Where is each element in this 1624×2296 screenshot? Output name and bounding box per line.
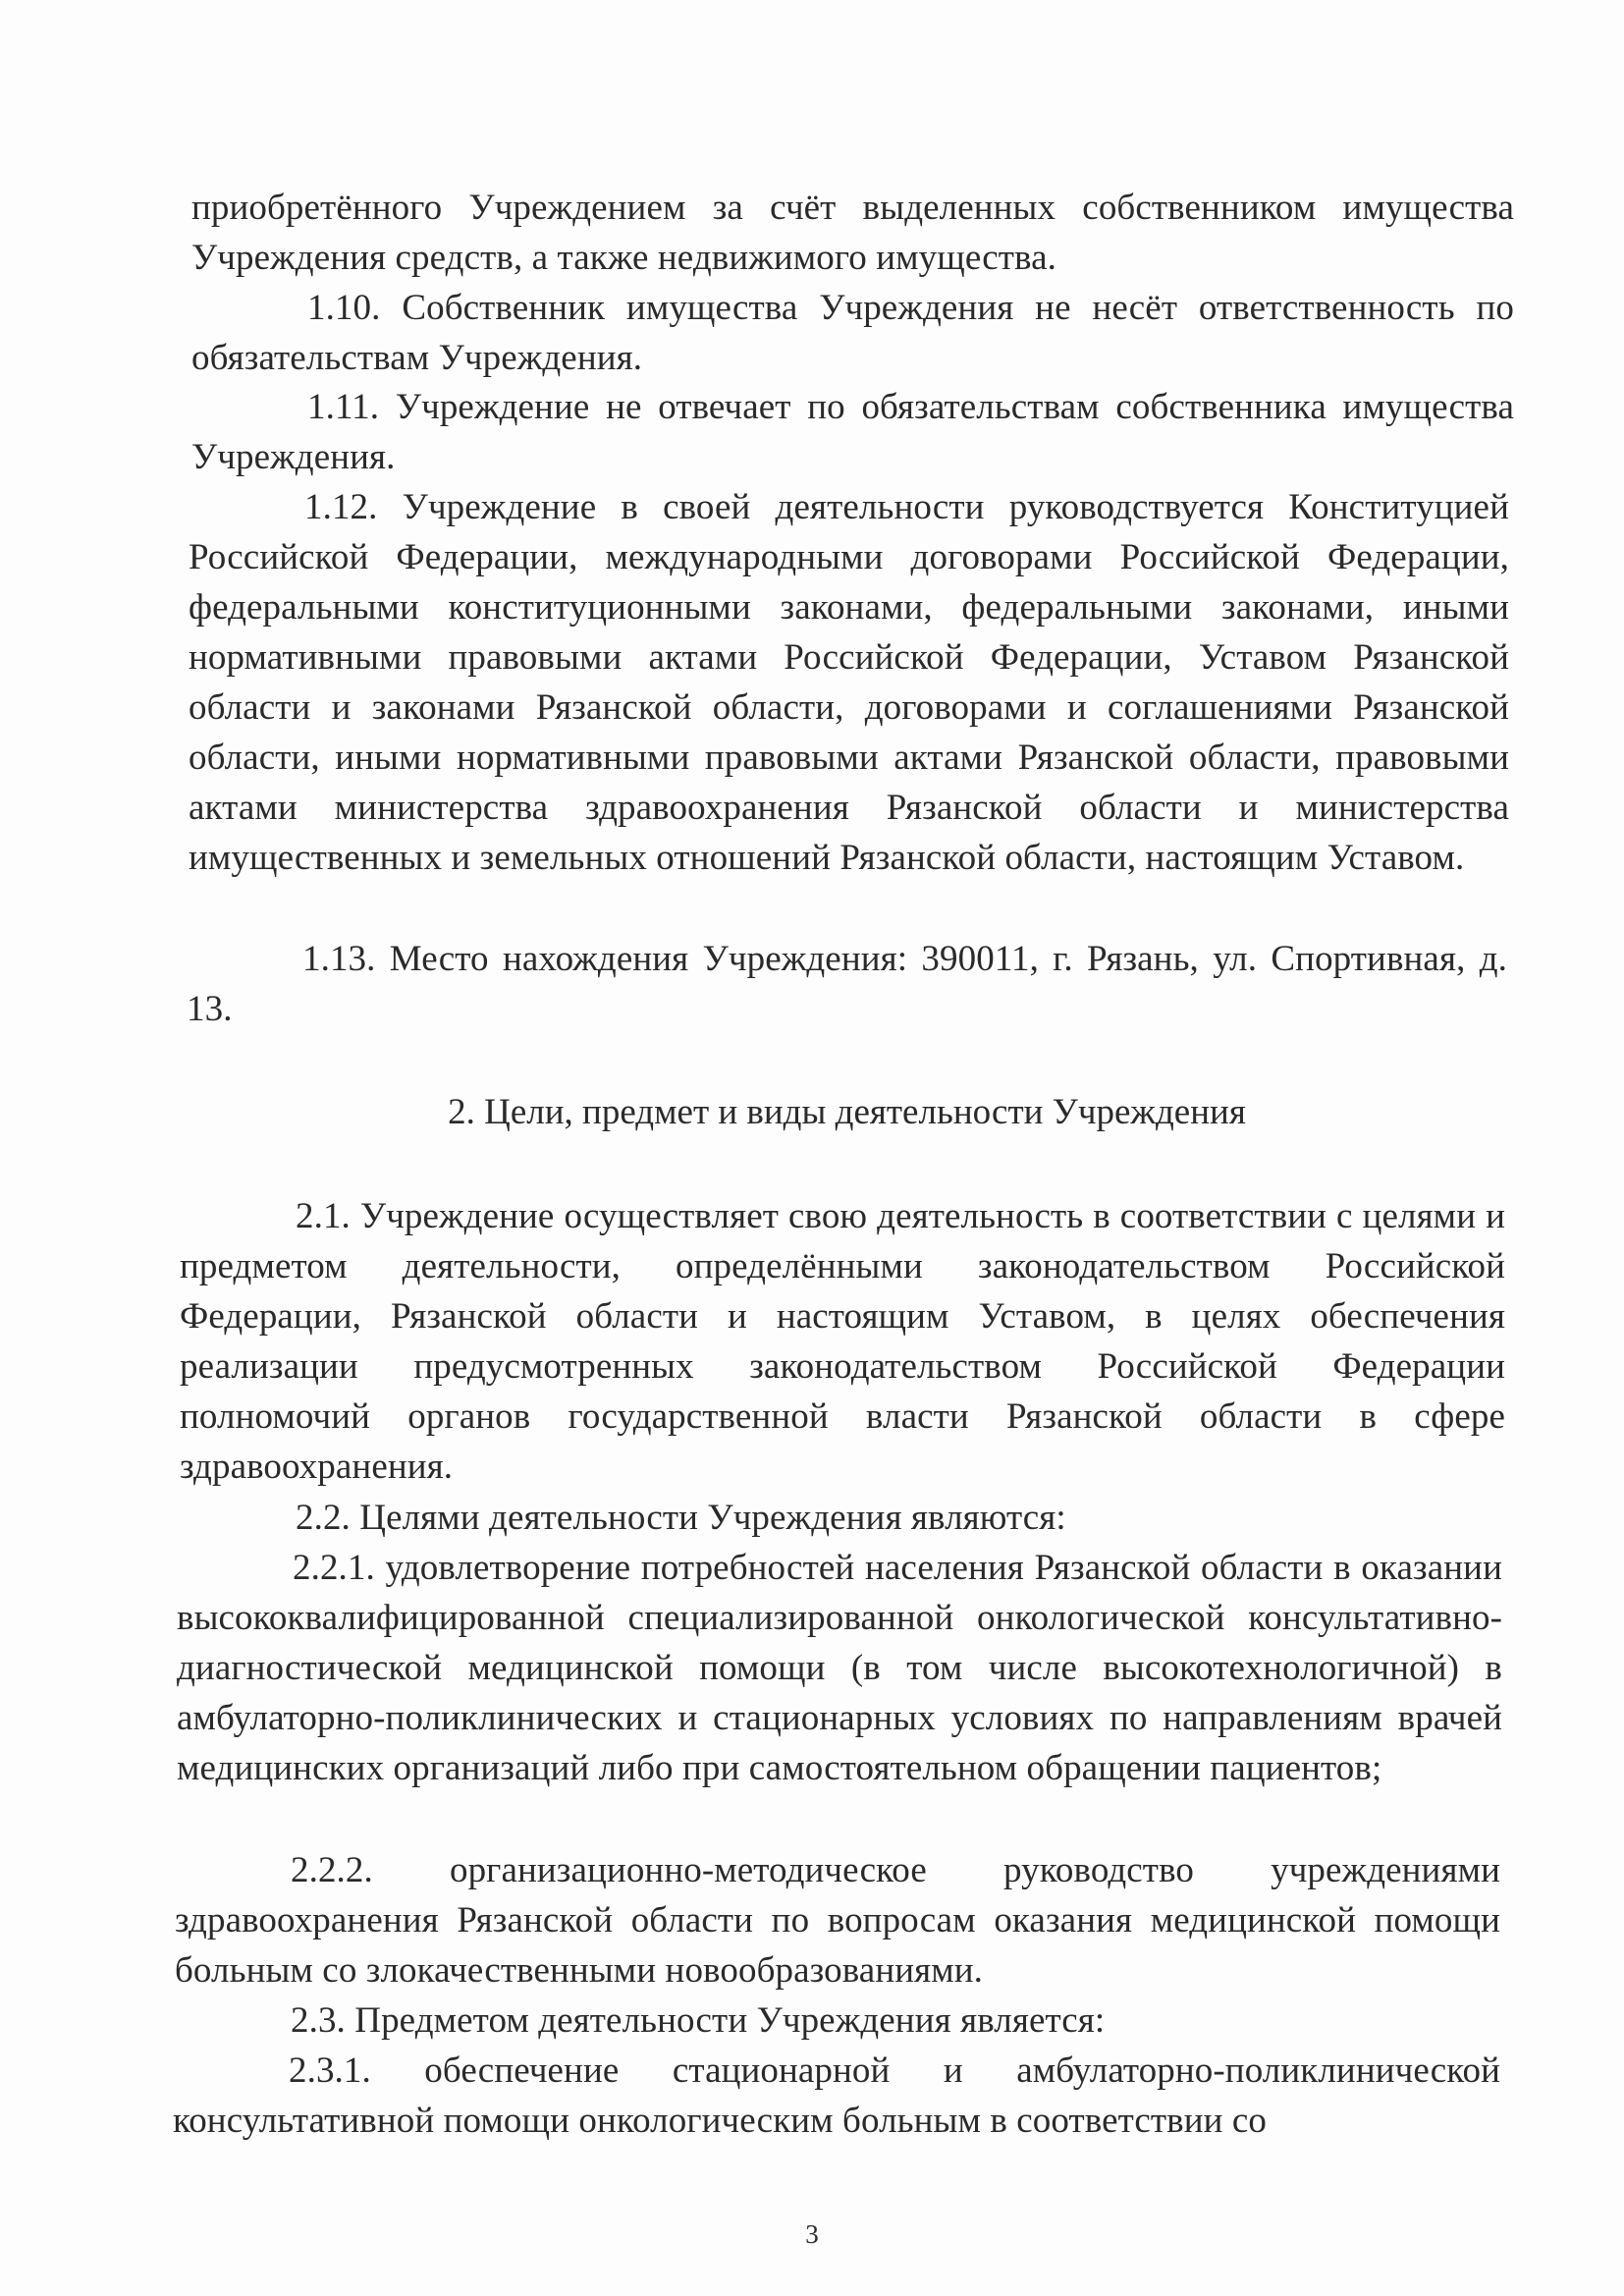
paragraph-2-2-2: 2.2.2. организационно-методическое руководство учреждениями здравоохранения Рязанской области по вопросам оказания медицинской помощи больным со злокачественными новообразованиями. xyxy=(175,1850,1500,1991)
page-number: 3 xyxy=(805,2219,819,2249)
paragraph-1-11: 1.11. Учреждение не отвечает по обязательствам собственника имущества Учреждения. xyxy=(191,387,1514,477)
paragraph-2-1: 2.1. Учреждение осуществляет свою деятельность в соответствии с целями и предметом деятельности, определёнными законодательством Российской Федерации, Рязанской области и настоящим Уставом, в целях обеспечения реализации предусмотренных законодательством Российской Федерации полномочий органов государственной власти Рязанской области в сфере здравоохранения. xyxy=(180,1196,1505,1487)
paragraph-1-12: 1.12. Учреждение в своей деятельности руководствуется Конституцией Российской Федерации, международными договорами Российской Федерации, федеральными конституционными законами, федеральными законами, иными нормативными правовыми актами Российской Федерации, Уставом Рязанской области и законами Рязанской области, договорами и соглашениями Рязанской области, иными нормативными правовыми актами Рязанской области, правовыми актами министерства здравоохранения Рязанской области и министерства имущественных и земельных отношений Рязанской области, настоящим Уставом. xyxy=(189,487,1509,878)
paragraph-1-10: 1.10. Собственник имущества Учреждения не несёт ответственность по обязательствам Учреждения. xyxy=(191,288,1514,378)
paragraph-continuation: приобретённого Учреждением за счёт выделенных собственником имущества Учреждения средств, а также недвижимого имущества. xyxy=(191,188,1514,278)
paragraph-2-3: 2.3. Предметом деятельности Учреждения является: xyxy=(291,2000,1106,2041)
paragraph-2-3-1: 2.3.1. обеспечение стационарной и амбулаторно-поликлинической консультативной помощи онкологическим больным в соответствии со xyxy=(173,2050,1500,2141)
section-2-heading: 2. Цели, предмет и виды деятельности Учреждения xyxy=(448,1092,1246,1132)
paragraph-2-2: 2.2. Целями деятельности Учреждения являются: xyxy=(296,1498,1066,1538)
paragraph-2-2-1: 2.2.1. удовлетворение потребностей населения Рязанской области в оказании высококвалифицированной специализированной онкологической консультативно-диагностической медицинской помощи (в том числе высокотехнологичной) в амбулаторно-поликлинических и стационарных условиях по направлениям врачей медицинских организаций либо при самостоятельном обращении пациентов; xyxy=(177,1548,1502,1788)
paragraph-1-13: 1.13. Место нахождения Учреждения: 390011, г. Рязань, ул. Спортивная, д. 13. xyxy=(187,939,1507,1029)
